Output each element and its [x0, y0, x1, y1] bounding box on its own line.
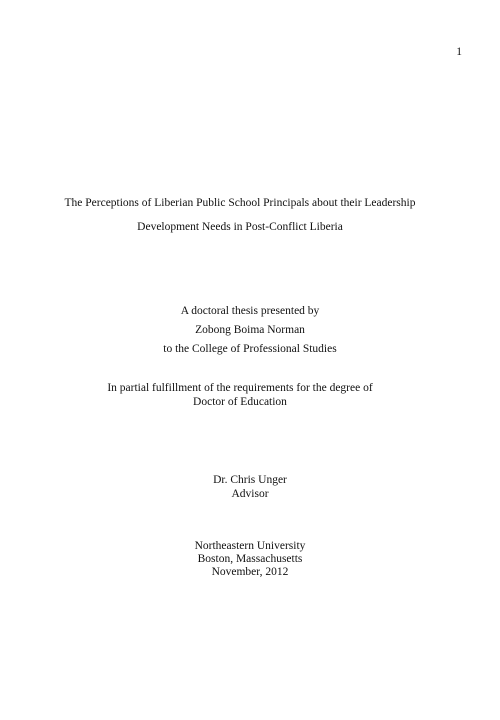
- college-text: to the College of Professional Studies: [163, 343, 337, 355]
- thesis-title-line-2: Development Needs in Post-Conflict Liberia: [137, 221, 343, 233]
- university-name: Northeastern University: [194, 540, 306, 552]
- page-number: 1: [456, 46, 462, 58]
- fulfillment-text: In partial fulfillment of the requirements for the degree of: [107, 382, 373, 394]
- submission-date: November, 2012: [211, 566, 289, 578]
- degree-name: Doctor of Education: [193, 396, 287, 408]
- university-location: Boston, Massachusetts: [197, 553, 303, 565]
- thesis-title-line-1: The Perceptions of Liberian Public School Principals about their Leadership: [64, 197, 416, 209]
- advisor-role: Advisor: [231, 488, 269, 500]
- advisor-name: Dr. Chris Unger: [213, 474, 287, 486]
- author-name: Zobong Boima Norman: [195, 324, 305, 336]
- presented-by-text: A doctoral thesis presented by: [180, 305, 320, 317]
